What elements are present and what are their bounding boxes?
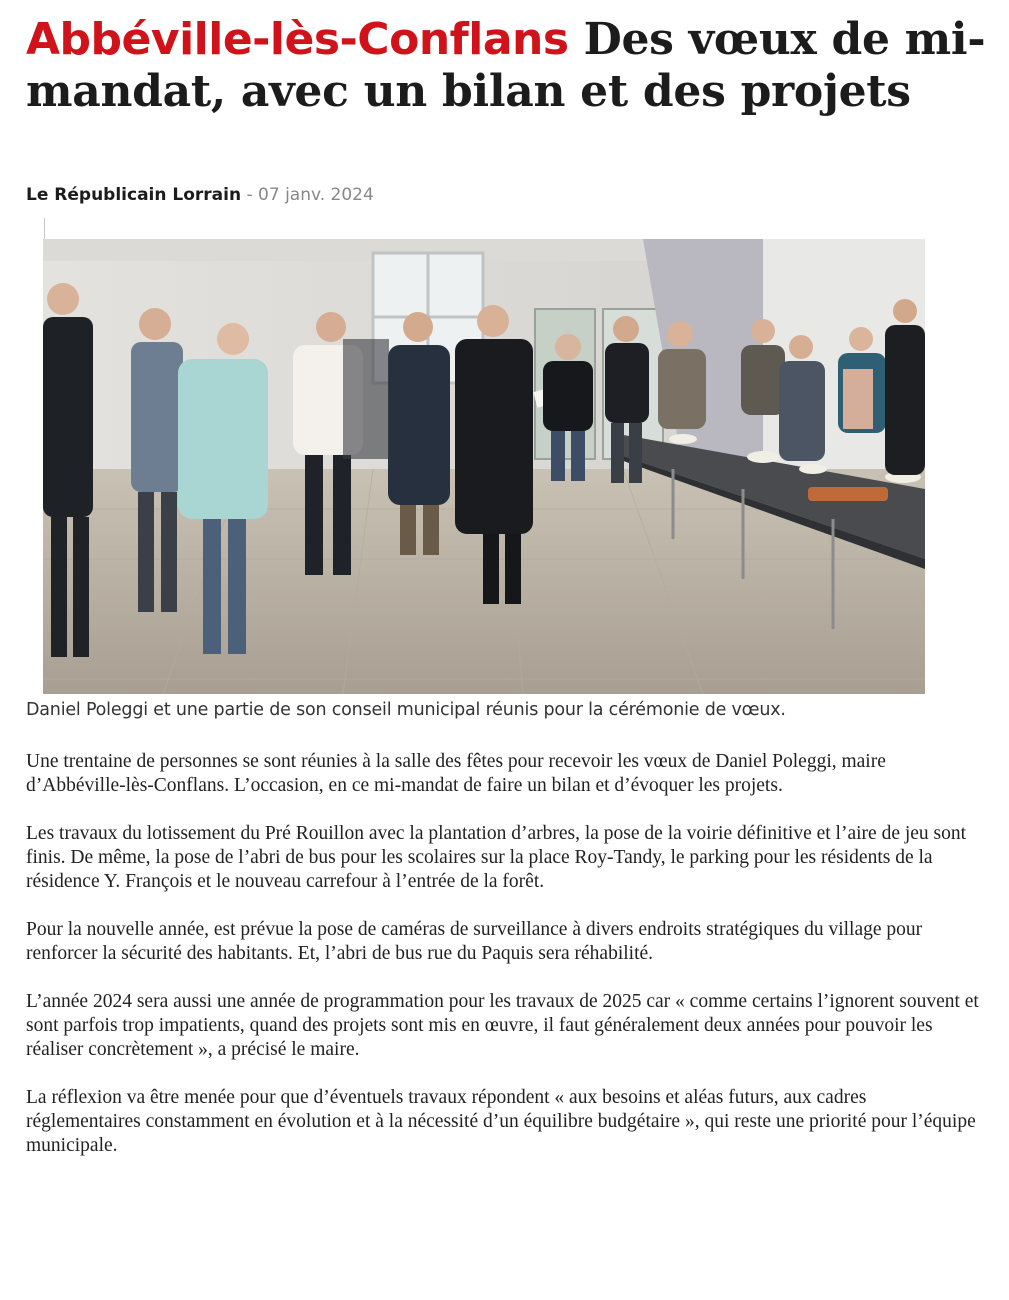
photo-caption: Daniel Poleggi et une partie de son conseil municipal réunis pour la cérémonie de vœux. bbox=[26, 700, 786, 720]
article-headline bbox=[26, 14, 986, 118]
paragraph: Les travaux du lotissement du Pré Rouillon avec la plantation d’arbres, la pose de la voirie définitive et l’aire de jeu sont finis. De même, la pose de l’abri de bus pour les scolaires sur la place Roy-Tandy, le parking pour les résidents de la résidence Y. François et le nouveau carrefour à l’entrée de la forêt. bbox=[26, 823, 967, 892]
divider bbox=[44, 218, 45, 240]
headline-kicker: Abbéville-lès-Conflans bbox=[26, 14, 569, 65]
byline bbox=[26, 185, 374, 205]
source-name: Le Républicain Lorrain bbox=[26, 185, 242, 205]
paragraph: La réflexion va être menée pour que d’éventuels travaux répondent « aux besoins et aléas futurs, aux cadres réglementaires constamment en évolution et à la nécessité d’un équilibre budgétaire », qui reste une priorité pour l’équipe municipale. bbox=[26, 1087, 976, 1156]
paragraph: Une trentaine de personnes se sont réunies à la salle des fêtes pour recevoir les vœux de Daniel Poleggi, maire d’Abbéville-lès-Conflans. L’occasion, en ce mi-mandat de faire un bilan et d’évoquer les projets. bbox=[26, 751, 886, 796]
article-photo bbox=[43, 239, 925, 694]
paragraph: Pour la nouvelle année, est prévue la pose de caméras de surveillance à divers endroits stratégiques du village pour renforcer la sécurité des habitants. Et, l’abri de bus rue du Paquis sera réhabilité. bbox=[26, 919, 923, 964]
byline-separator: - bbox=[241, 185, 259, 205]
article-body bbox=[26, 750, 981, 1182]
paragraph: L’année 2024 sera aussi une année de programmation pour les travaux de 2025 car « comme certains l’ignorent souvent et sont parfois trop impatients, quand des projets sont mis en œuvre, il faut généralement deux années pour pouvoir les réaliser concrètement », a précisé le maire. bbox=[26, 991, 979, 1060]
publication-date: 07 janv. 2024 bbox=[258, 185, 374, 205]
headline-title: Des vœux de mi-mandat, avec un bilan et des projets bbox=[26, 14, 986, 117]
